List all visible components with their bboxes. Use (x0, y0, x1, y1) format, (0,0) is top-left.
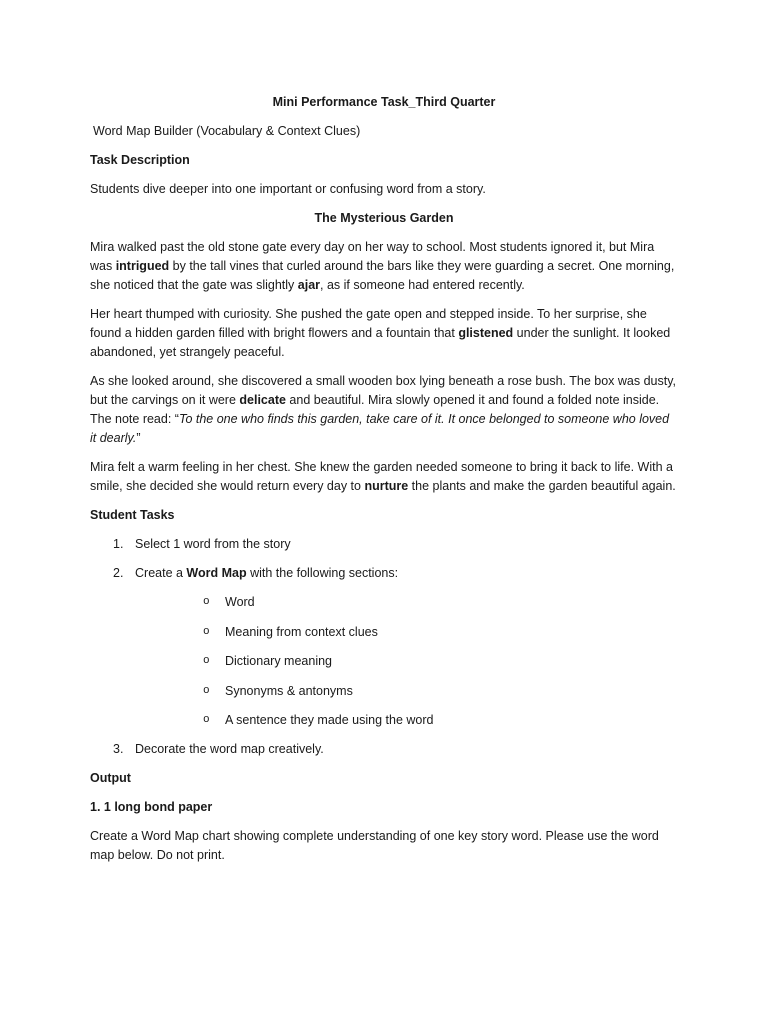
vocab-word-glistened: glistened (458, 326, 514, 340)
vocab-word-ajar: ajar (297, 278, 321, 292)
section-item-word: o Word (203, 595, 255, 609)
student-tasks-heading: Student Tasks (90, 508, 175, 522)
story-paragraph-4: Mira felt a warm feeling in her chest. She knew the garden needed someone to bring it back to life. With a smile, she decided she would return every day to nurture the plants and make the garden beautiful again. (90, 460, 676, 493)
student-tasks-list (90, 535, 678, 759)
section-item-dictionary: o Dictionary meaning (203, 654, 332, 668)
section-item-sentence: o A sentence they made using the word (203, 713, 434, 727)
section-item-meaning: o Meaning from context clues (203, 624, 378, 639)
document-subtitle: Word Map Builder (Vocabulary & Context Clues) (93, 124, 361, 138)
task-description-text: Students dive deeper into one important or confusing word from a story. (90, 182, 486, 196)
task-item-2: 2. Create a Word Map with the following sections: o Word o Meaning from context clues o Dictionary meaning o Synonyms & antonyms o A sentence they made using the word (90, 564, 678, 730)
vocab-word-intrigued: intrigued (115, 259, 170, 273)
note-quote: To the one who finds this garden, take care of it. It once belonged to someone who loved it dearly. (90, 412, 670, 445)
word-map-sections-list (135, 593, 678, 730)
document-title: Mini Performance Task_Third Quarter (272, 95, 496, 109)
story-title: The Mysterious Garden (314, 211, 454, 225)
output-heading: Output (90, 771, 131, 785)
task-item-3: 3. Decorate the word map creatively. (113, 742, 324, 756)
task-description-heading: Task Description (90, 153, 190, 167)
section-item-synonyms: o Synonyms & antonyms (203, 683, 353, 698)
document-body (90, 93, 678, 875)
output-item: 1. 1 long bond paper (90, 800, 213, 814)
story-paragraph-1: Mira walked past the old stone gate every day on her way to school. Most students ignored it, but Mira was intrigued by the tall vines that curled around the bars like they were guarding a secret. One morning, she noticed that the gate was slightly ajar, as if someone had entered recently. (90, 240, 675, 292)
output-text: Create a Word Map chart showing complete understanding of one key story word. Please use the word map below. Do not print. (90, 829, 659, 862)
story-paragraph-2: Her heart thumped with curiosity. She pushed the gate open and stepped inside. To her surprise, she found a hidden garden filled with bright flowers and a fountain that glistened under the sunlight. It looked abandoned, yet strangely peaceful. (90, 307, 671, 359)
vocab-word-nurture: nurture (364, 479, 409, 493)
vocab-word-delicate: delicate (239, 393, 286, 407)
task-item-1: 1. Select 1 word from the story (113, 537, 291, 551)
story-paragraph-3: As she looked around, she discovered a small wooden box lying beneath a rose bush. The box was dusty, but the carvings on it were delicate and beautiful. Mira slowly opened it and found a folded note inside. The note read: “To the one who finds this garden, take care of it. It once belonged to someone who loved it dearly.” (90, 374, 677, 445)
